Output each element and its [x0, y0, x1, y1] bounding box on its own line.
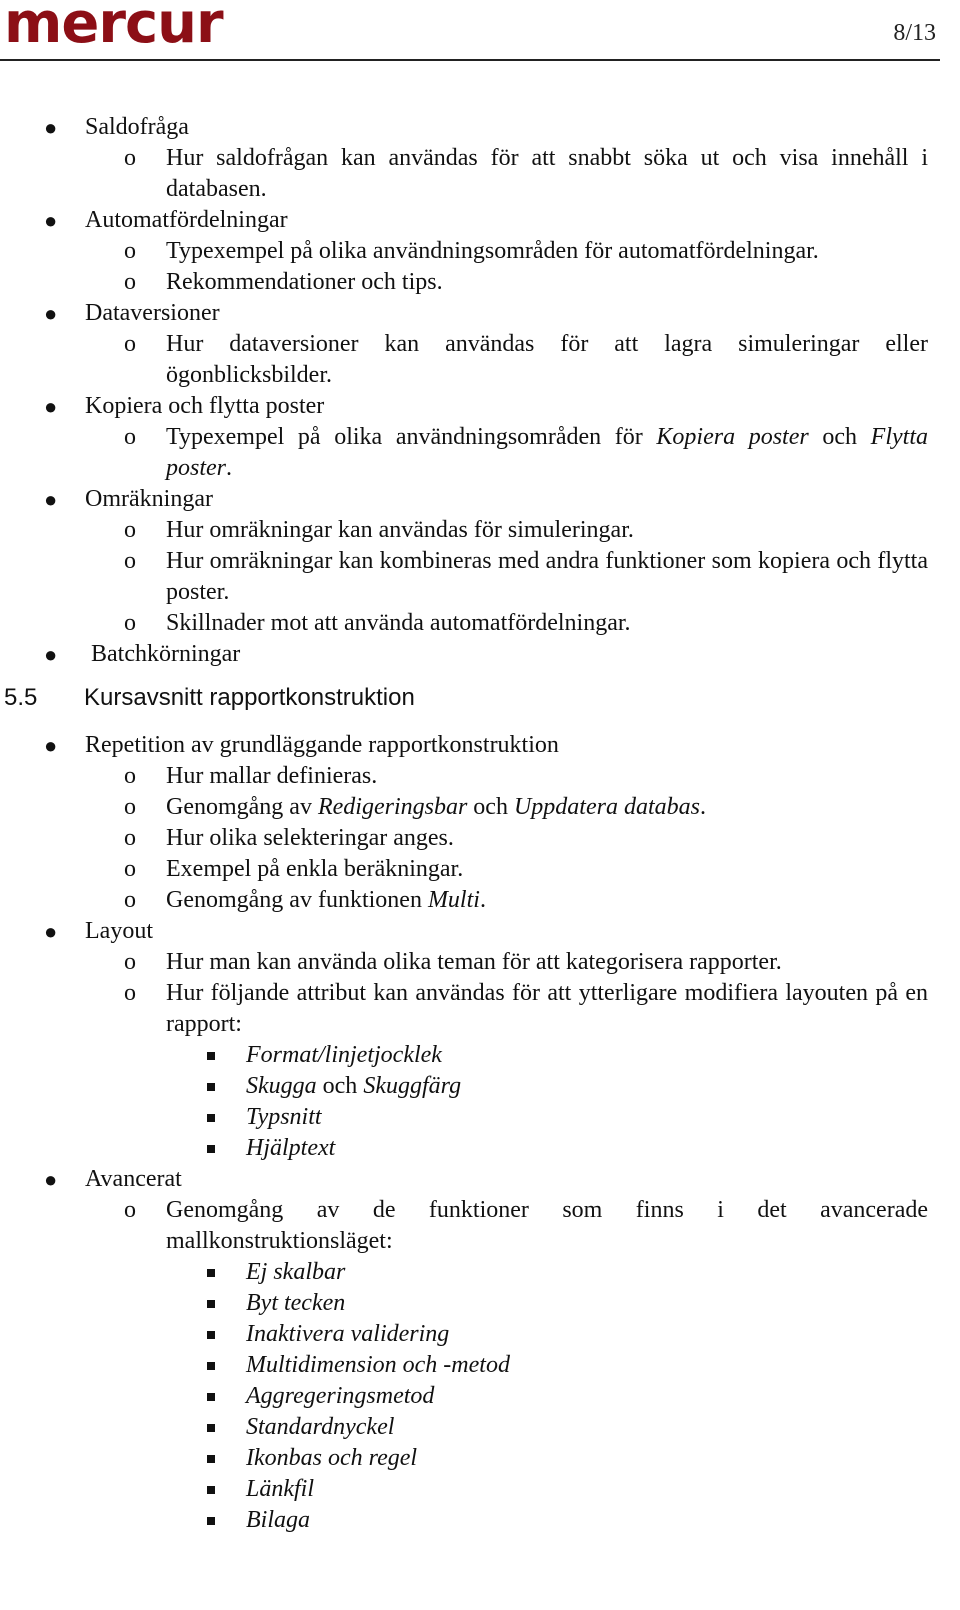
- circle-bullet-icon: o: [124, 825, 136, 851]
- section-number: 5.5: [4, 684, 38, 711]
- circle-bullet-icon: o: [124, 517, 136, 543]
- sub-item: o Rekommendationer och tips.: [0, 267, 960, 298]
- square-bullet-icon: [207, 1145, 215, 1153]
- sub-sub-item: Ikonbas och regel: [0, 1443, 960, 1474]
- square-bullet-icon: [207, 1455, 215, 1463]
- header-rule: [0, 59, 940, 61]
- sub-item: o Hur omräkningar kan kombineras med andra funktioner som kopiera och flytta poster.: [124, 548, 928, 605]
- circle-bullet-icon: o: [124, 980, 136, 1006]
- list-item-layout: ● Layout: [0, 916, 960, 947]
- bullet-icon: ●: [44, 733, 58, 758]
- sub-sub-item: Typsnitt: [0, 1102, 960, 1133]
- sub-item: o Exempel på enkla beräkningar.: [0, 854, 960, 885]
- circle-bullet-icon: o: [124, 610, 136, 636]
- sub-sub-item: Byt tecken: [0, 1288, 960, 1319]
- sub-sub-item: Hjälptext: [0, 1133, 960, 1164]
- list-item-batch: ● Batchkörningar: [0, 639, 960, 670]
- sub-sub-item: Standardnyckel: [0, 1412, 960, 1443]
- sub-sub-item: Aggregeringsmetod: [0, 1381, 960, 1412]
- sub-item: o Hur saldofrågan kan användas för att snabbt söka ut och visa innehåll i databasen.: [124, 145, 928, 202]
- sub-sub-item: Multidimension och -metod: [0, 1350, 960, 1381]
- sub-sub-item: Skugga och Skuggfärg: [0, 1071, 960, 1102]
- sub-item: o Hur olika selekteringar anges.: [0, 823, 960, 854]
- square-bullet-icon: [207, 1331, 215, 1339]
- sub-item: o Genomgång av funktionen Multi.: [0, 885, 960, 916]
- bullet-icon: ●: [44, 919, 58, 944]
- bullet-icon: ●: [44, 394, 58, 419]
- bullet-icon: ●: [44, 208, 58, 233]
- circle-bullet-icon: o: [124, 794, 136, 820]
- sub-item: o Hur omräkningar kan användas för simuleringar.: [0, 515, 960, 546]
- square-bullet-icon: [207, 1114, 215, 1122]
- sub-item: o Typexempel på olika användningsområden för Kopiera poster och Flytta poster.: [124, 424, 928, 481]
- circle-bullet-icon: o: [124, 548, 136, 574]
- mercur-logo: mercur: [4, 0, 223, 56]
- bullet-icon: ●: [44, 642, 58, 667]
- circle-bullet-icon: o: [124, 238, 136, 264]
- square-bullet-icon: [207, 1424, 215, 1432]
- sub-item: o Hur följande attribut kan användas för att ytterligare modifiera layouten på en rapport:: [124, 980, 928, 1037]
- sub-sub-item: Ej skalbar: [0, 1257, 960, 1288]
- section-title: Kursavsnitt rapportkonstruktion: [84, 684, 415, 711]
- sub-item: o Hur mallar definieras.: [0, 761, 960, 792]
- square-bullet-icon: [207, 1393, 215, 1401]
- list-item-omrakningar: ● Omräkningar: [0, 484, 960, 515]
- circle-bullet-icon: o: [124, 1197, 136, 1223]
- sub-sub-item: Format/linjetjocklek: [0, 1040, 960, 1071]
- square-bullet-icon: [207, 1486, 215, 1494]
- page-number: 8/13: [893, 20, 936, 46]
- square-bullet-icon: [207, 1300, 215, 1308]
- list-item-avancerat: ● Avancerat: [0, 1164, 960, 1195]
- circle-bullet-icon: o: [124, 887, 136, 913]
- sub-item: o Genomgång av Redigeringsbar och Uppdatera databas.: [0, 792, 960, 823]
- list-item-dataversioner: ● Dataversioner: [0, 298, 960, 329]
- square-bullet-icon: [207, 1052, 215, 1060]
- bullet-icon: ●: [44, 1167, 58, 1192]
- sub-item: o Skillnader mot att använda automatfördelningar.: [0, 608, 960, 639]
- bullet-icon: ●: [44, 487, 58, 512]
- sub-item: o Typexempel på olika användningsområden för automatfördelningar.: [0, 236, 960, 267]
- document-body: [0, 112, 960, 1536]
- list-item-kopiera: ● Kopiera och flytta poster: [0, 391, 960, 422]
- sub-item: o Hur dataversioner kan användas för att lagra simuleringar eller ögonblicksbilder.: [124, 331, 928, 388]
- list-item-repetition: ● Repetition av grundläggande rapportkonstruktion: [0, 730, 960, 761]
- circle-bullet-icon: o: [124, 424, 136, 450]
- sub-sub-item: Bilaga: [0, 1505, 960, 1536]
- circle-bullet-icon: o: [124, 269, 136, 295]
- sub-sub-item: Inaktivera validering: [0, 1319, 960, 1350]
- circle-bullet-icon: o: [124, 856, 136, 882]
- circle-bullet-icon: o: [124, 145, 136, 171]
- circle-bullet-icon: o: [124, 949, 136, 975]
- section-heading: [0, 682, 960, 714]
- bullet-icon: ●: [44, 115, 58, 140]
- list-item-auto: ● Automatfördelningar: [0, 205, 960, 236]
- list-item-saldo: ● Saldofråga: [0, 112, 960, 143]
- square-bullet-icon: [207, 1269, 215, 1277]
- sub-item: o Genomgång av de funktioner som finns i det avancerade mallkonstruktionsläget:: [124, 1197, 928, 1254]
- square-bullet-icon: [207, 1083, 215, 1091]
- square-bullet-icon: [207, 1362, 215, 1370]
- page-header: [0, 0, 960, 64]
- sub-item: o Hur man kan använda olika teman för att kategorisera rapporter.: [0, 947, 960, 978]
- bullet-icon: ●: [44, 301, 58, 326]
- square-bullet-icon: [207, 1517, 215, 1525]
- circle-bullet-icon: o: [124, 763, 136, 789]
- circle-bullet-icon: o: [124, 331, 136, 357]
- sub-sub-item: Länkfil: [0, 1474, 960, 1505]
